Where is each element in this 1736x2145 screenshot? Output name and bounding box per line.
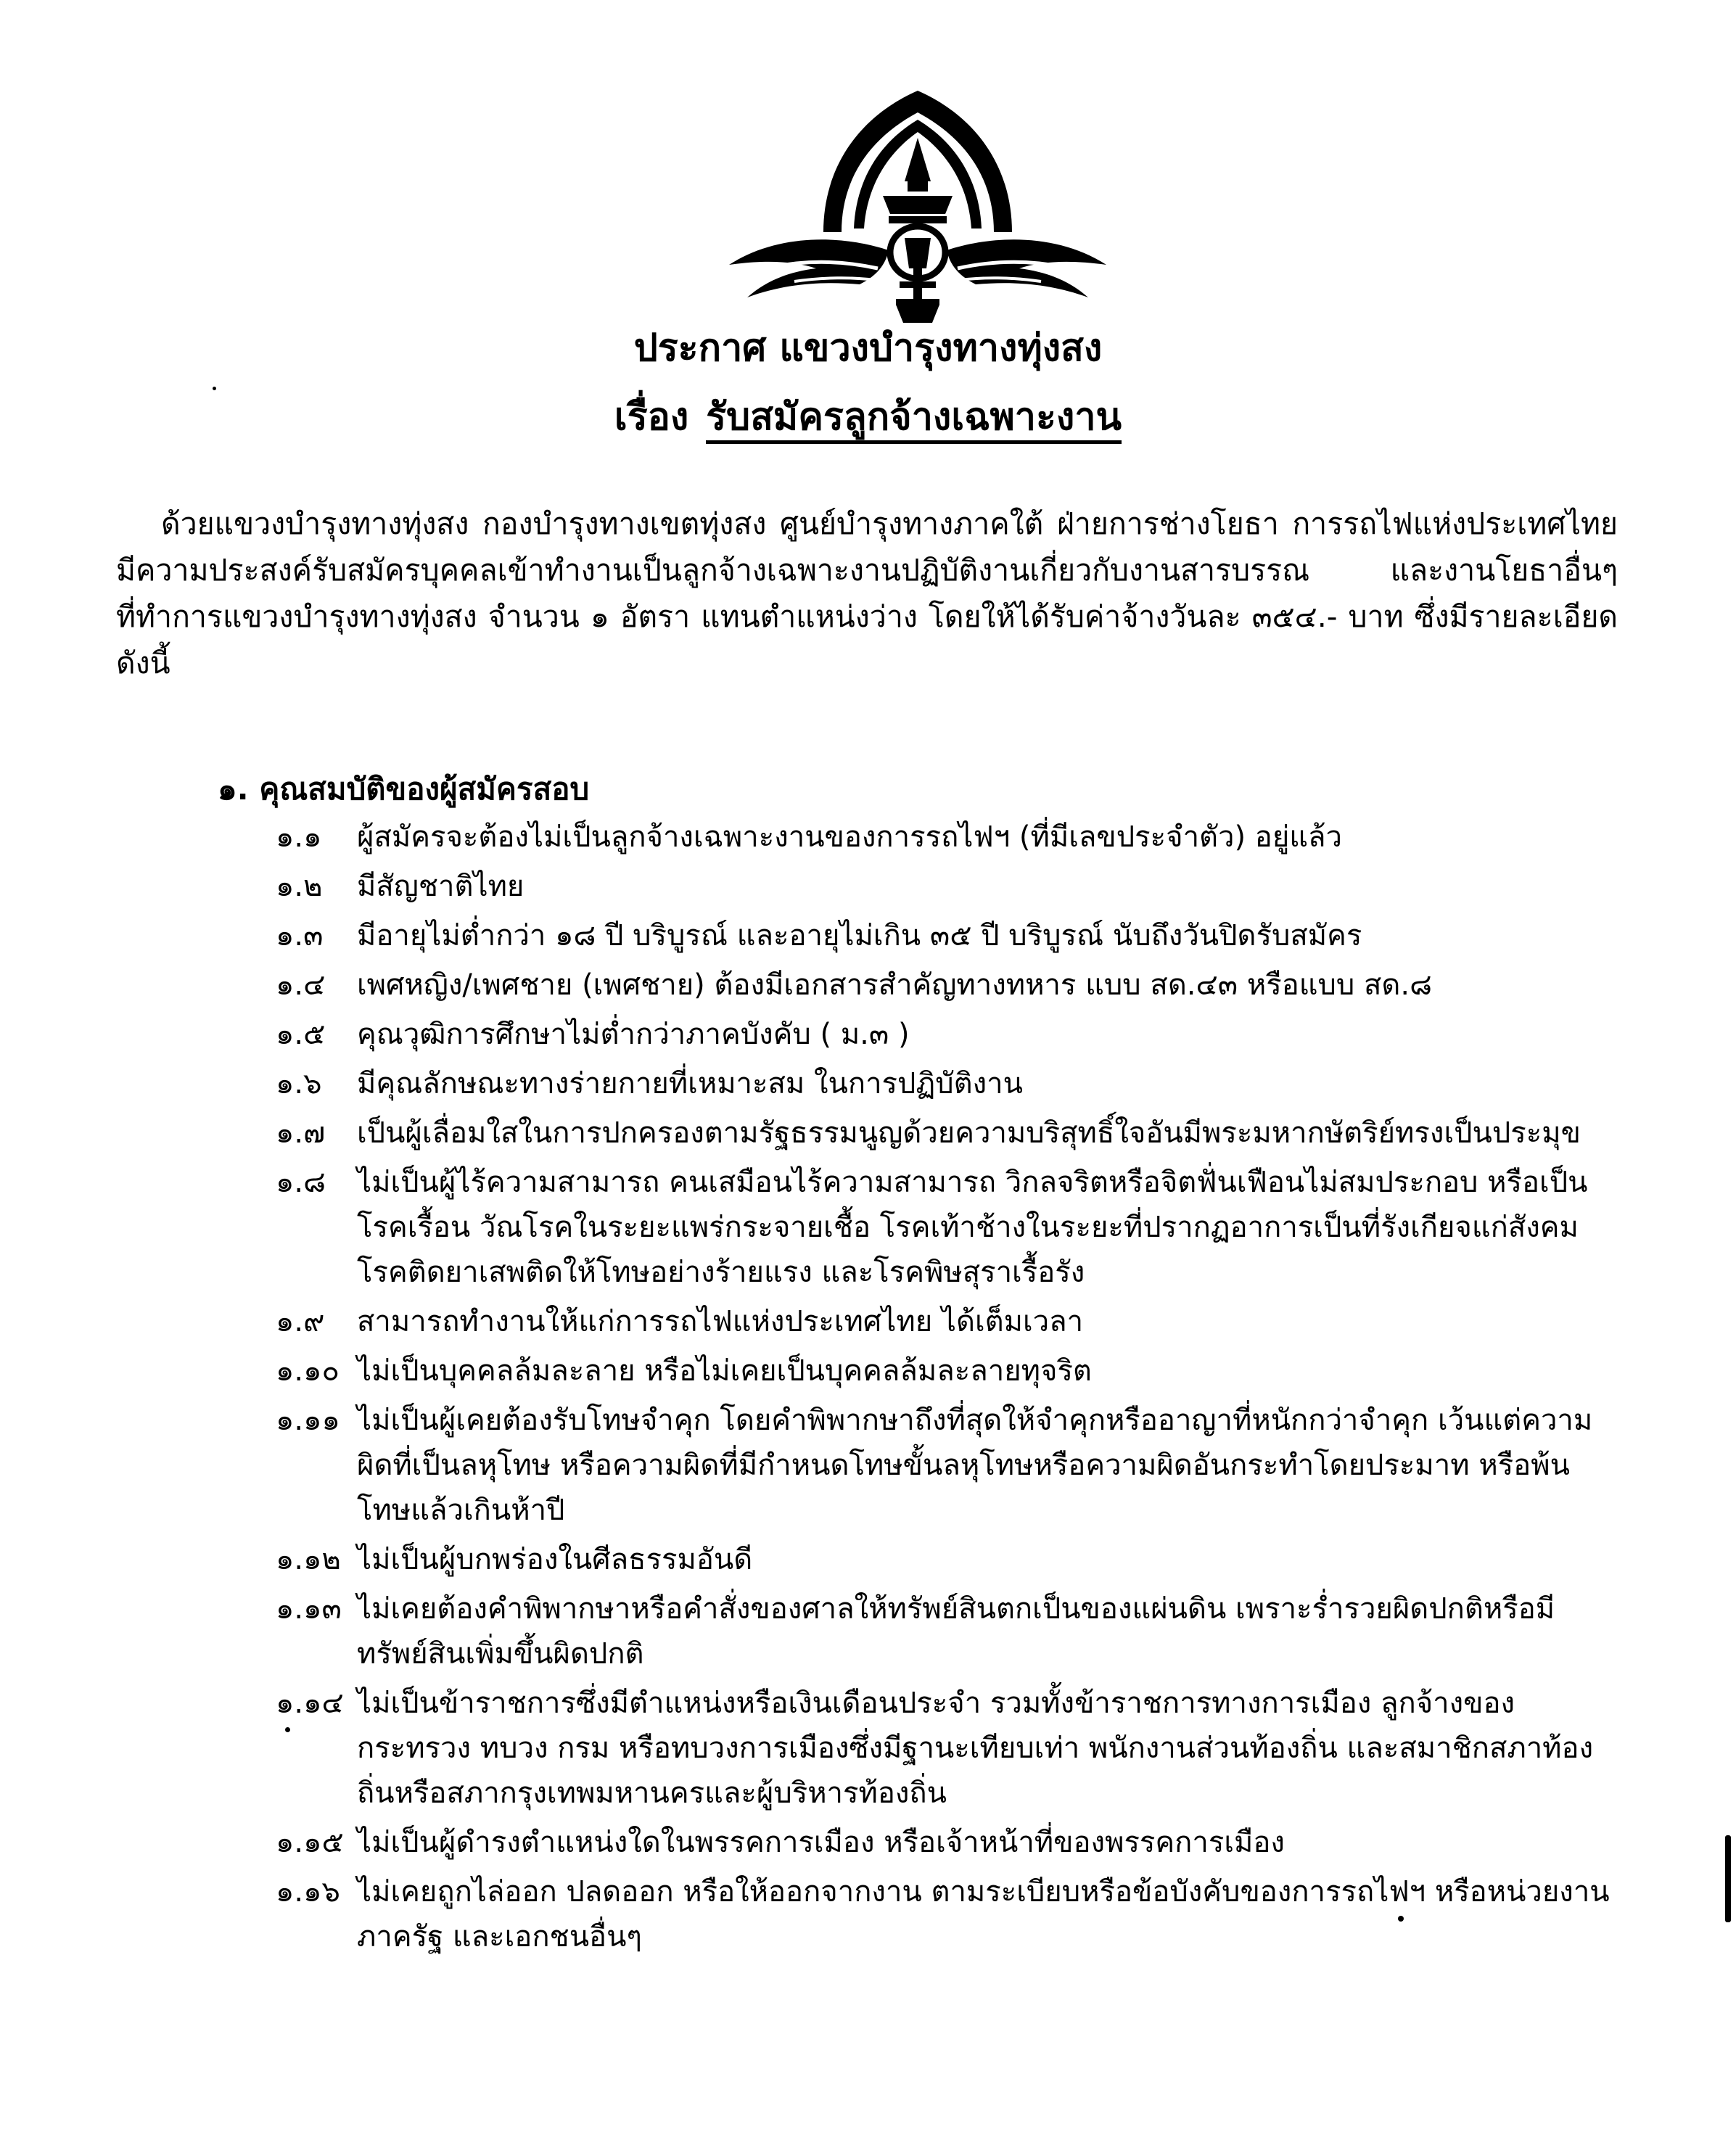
scan-speck (1725, 1835, 1731, 1922)
item-text: ไม่เป็นผู้ไร้ความสามารถ คนเสมือนไร้ความสามารถ วิกลจริตหรือจิตฟั่นเฟือนไม่สมประกอบ หรือเป็นโรคเรื้อน วัณโรคในระยะแพร่กระจายเชื้อ โรคเท้าช้างในระยะที่ปรากฏอาการเป็นที่รังเกียจแก่สังคม โรคติดยาเสพติดให้โทษอย่างร้ายแรง และโรคพิษสุราเรื้อรัง (357, 1166, 1588, 1289)
qualification-item (276, 1160, 1618, 1295)
item-number: ๑.๑๐ (276, 1354, 340, 1388)
item-text: ผู้สมัครจะต้องไม่เป็นลูกจ้างเฉพาะงานของการรถไฟฯ (ที่มีเลขประจำตัว) อยู่แล้ว (357, 820, 1343, 854)
qualifications-section (218, 765, 1618, 1964)
item-text: ไม่เคยต้องคำพิพากษาหรือคำสั่งของศาลให้ทรัพย์สินตกเป็นของแผ่นดิน เพราะร่ำรวยผิดปกติหรือมีทรัพย์สินเพิ่มขึ้นผิดปกติ (357, 1592, 1555, 1671)
qualification-item (276, 1061, 1618, 1106)
item-number: ๑.๑๕ (276, 1826, 344, 1859)
scan-speck (1398, 1916, 1404, 1922)
item-number: ๑.๖ (276, 1067, 322, 1100)
item-number: ๑.๑๒ (276, 1543, 341, 1576)
subject-prefix: เรื่อง (614, 395, 689, 439)
qualification-item (276, 864, 1618, 909)
qualification-item (276, 963, 1618, 1008)
item-number: ๑.๗ (276, 1116, 326, 1150)
item-text: สามารถทำงานให้แก่การรถไฟแห่งประเทศไทย ได้เต็มเวลา (357, 1305, 1084, 1338)
item-number: ๑.๑๔ (276, 1687, 344, 1720)
qualification-item (276, 1869, 1618, 1959)
item-number: ๑.๒ (276, 870, 323, 903)
qualification-item (276, 1012, 1618, 1057)
qualification-item (276, 1111, 1618, 1156)
item-number: ๑.๓ (276, 919, 324, 952)
qualification-item (276, 1349, 1618, 1393)
subject-text: รับสมัครลูกจ้างเฉพาะงาน (706, 395, 1122, 444)
item-text: เพศหญิง/เพศชาย (เพศชาย) ต้องมีเอกสารสำคัญทางทหาร แบบ สด.๔๓ หรือแบบ สด.๘ (357, 968, 1432, 1002)
item-text: ไม่เป็นผู้ดำรงตำแหน่งใดในพรรคการเมือง หรือเจ้าหน้าที่ของพรรคการเมือง (357, 1826, 1285, 1859)
item-text: มีคุณลักษณะทางร่ายกายที่เหมาะสม ในการปฏิบัติงาน (357, 1067, 1023, 1100)
intro-paragraph: ด้วยแขวงบำรุงทางทุ่งสง กองบำรุงทางเขตทุ่งสง ศูนย์บำรุงทางภาคใต้ ฝ่ายการช่างโยธา การรถไฟแห่งประเทศไทย มีความประสงค์รับสมัครบุคคลเข้าทำงานเป็นลูกจ้างเฉพาะงานปฏิบัติงานเกี่ยวกับงานสารบรรณ และงานโยธาอื่นๆ ที่ทำการแขวงบำรุงทางทุ่งสง จำนวน ๑ อัตรา แทนตำแหน่งว่าง โดยให้ได้รับค่าจ้างวันละ ๓๕๔.- บาท ซึ่งมีรายละเอียด ดังนี้ (116, 506, 1618, 680)
item-text: ไม่เป็นผู้เคยต้องรับโทษจำคุก โดยคำพิพากษาถึงที่สุดให้จำคุกหรืออาญาที่หนักกว่าจำคุก เว้นแต่ความผิดที่เป็นลหุโทษ หรือความผิดที่มีกำหนดโทษขั้นลหุโทษหรือความผิดอันกระทำโดยประมาท หรือพ้นโทษแล้วเกินห้าปี (357, 1404, 1593, 1527)
item-number: ๑.๙ (276, 1305, 325, 1338)
item-text: ไม่เป็นผู้บกพร่องในศีลธรรมอันดี (357, 1543, 753, 1576)
scan-speck (213, 387, 216, 390)
qualification-item (276, 1820, 1618, 1865)
item-number: ๑.๔ (276, 968, 326, 1002)
item-text: เป็นผู้เลื่อมใสในการปกครองตามรัฐธรรมนูญด้วยความบริสุทธิ์ใจอันมีพระมหากษัตริย์ทรงเป็นประมุข (357, 1116, 1581, 1150)
item-number: ๑.๑๖ (276, 1875, 340, 1909)
scan-speck (285, 1727, 290, 1732)
item-number: ๑.๘ (276, 1166, 326, 1199)
announcement-title: ประกาศ แขวงบำรุงทางทุ่งสง (633, 326, 1103, 370)
item-number: ๑.๕ (276, 1018, 326, 1051)
item-text: ไม่เป็นบุคคลล้มละลาย หรือไม่เคยเป็นบุคคลล้มละลายทุจริต (357, 1354, 1092, 1388)
item-text: ไม่เป็นข้าราชการซึ่งมีตำแหน่งหรือเงินเดือนประจำ รวมทั้งข้าราชการทางการเมือง ลูกจ้างของกระทรวง ทบวง กรม หรือทบวงการเมืองซึ่งมีฐานะเทียบเท่า พนักงานส่วนท้องถิ่น และสมาชิกสภาท้องถิ่นหรือสภากรุงเทพมหานครและผู้บริหารท้องถิ่น (357, 1687, 1594, 1810)
qualification-item (276, 913, 1618, 958)
item-number: ๑.๑๑ (276, 1404, 340, 1437)
state-railway-emblem-logo (715, 87, 1121, 326)
item-text: มีสัญชาติไทย (357, 870, 524, 903)
announcement-subject-line (0, 392, 1736, 442)
qualification-item (276, 1398, 1618, 1533)
qualification-item (276, 1586, 1618, 1676)
item-number: ๑.๑๓ (276, 1592, 342, 1626)
qualification-item (276, 1681, 1618, 1816)
qualifications-list (218, 815, 1618, 1959)
qualification-item (276, 815, 1618, 860)
qualification-item (276, 1537, 1618, 1582)
section-heading: ๑. คุณสมบัติของผู้สมัครสอบ (218, 771, 590, 807)
item-text: ไม่เคยถูกไล่ออก ปลดออก หรือให้ออกจากงาน ตามระเบียบหรือข้อบังคับของการรถไฟฯ หรือหน่วยงานภาครัฐ และเอกชนอื่นๆ (357, 1875, 1610, 1953)
item-text: มีอายุไม่ต่ำกว่า ๑๘ ปี บริบูรณ์ และอายุไม่เกิน ๓๕ ปี บริบูรณ์ นับถึงวันปิดรับสมัคร (357, 919, 1362, 952)
qualification-item (276, 1299, 1618, 1344)
item-number: ๑.๑ (276, 820, 322, 854)
item-text: คุณวุฒิการศึกษาไม่ต่ำกว่าภาคบังคับ ( ม.๓ ) (357, 1018, 910, 1051)
